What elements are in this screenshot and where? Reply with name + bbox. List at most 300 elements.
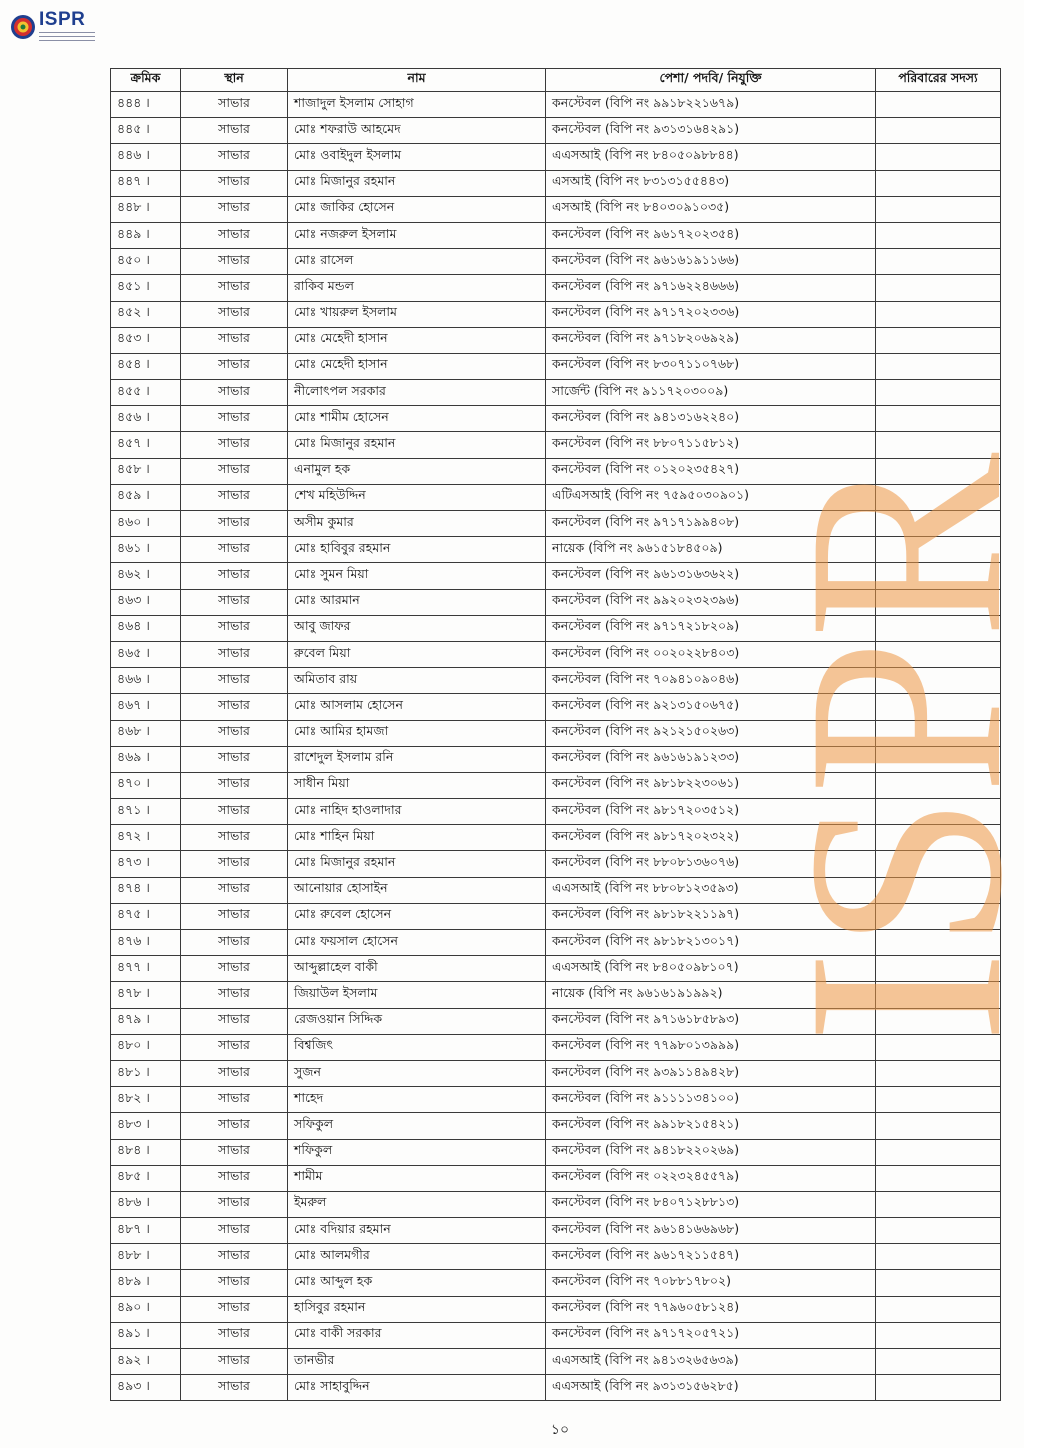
place-cell: সাভার bbox=[181, 380, 288, 406]
name-cell: মোঃ শাহিন মিয়া bbox=[288, 825, 546, 851]
family-cell bbox=[876, 956, 1001, 982]
place-cell: সাভার bbox=[181, 327, 288, 353]
name-cell: মোঃ শফরাউ আহমেদ bbox=[288, 118, 546, 144]
serial-cell: ৪৬৭ । bbox=[111, 694, 181, 720]
place-cell: সাভার bbox=[181, 825, 288, 851]
designation-cell: কনস্টেবল (বিপি নং ৯৭১৭১৯৯৪০৮) bbox=[546, 511, 876, 537]
place-cell: সাভার bbox=[181, 511, 288, 537]
family-cell bbox=[876, 432, 1001, 458]
designation-cell: কনস্টেবল (বিপি নং ৯৭১৬১৮৫৮৯৩) bbox=[546, 1008, 876, 1034]
table-row bbox=[111, 1191, 1001, 1217]
serial-cell: ৪৭১ । bbox=[111, 799, 181, 825]
designation-cell: এএসআই (বিপি নং ৮৪০৫০৯৮৮৪৪) bbox=[546, 144, 876, 170]
place-cell: সাভার bbox=[181, 851, 288, 877]
place-cell: সাভার bbox=[181, 301, 288, 327]
family-cell bbox=[876, 1349, 1001, 1375]
name-cell: মোঃ রাসেল bbox=[288, 249, 546, 275]
serial-cell: ৪৮০ । bbox=[111, 1034, 181, 1060]
designation-cell: কনস্টেবল (বিপি নং ০১২০২৩৫৪২৭) bbox=[546, 458, 876, 484]
serial-cell: ৪৮৭ । bbox=[111, 1218, 181, 1244]
family-cell bbox=[876, 1296, 1001, 1322]
place-cell: সাভার bbox=[181, 1060, 288, 1086]
serial-cell: ৪৪৯ । bbox=[111, 222, 181, 248]
name-cell: মোঃ মিজানুর রহমান bbox=[288, 432, 546, 458]
designation-cell: কনস্টেবল (বিপি নং ৯৪১৩১৬২২৪০) bbox=[546, 406, 876, 432]
place-cell: সাভার bbox=[181, 1375, 288, 1401]
serial-cell: ৪৯২ । bbox=[111, 1349, 181, 1375]
name-cell: হাসিবুর রহমান bbox=[288, 1296, 546, 1322]
serial-cell: ৪৫৫ । bbox=[111, 380, 181, 406]
table-row bbox=[111, 956, 1001, 982]
family-cell bbox=[876, 222, 1001, 248]
serial-cell: ৪৬২ । bbox=[111, 563, 181, 589]
name-cell: ইমরুল bbox=[288, 1191, 546, 1217]
designation-cell: এটিএসআই (বিপি নং ৭৫৯৫০৩০৯০১) bbox=[546, 484, 876, 510]
table-row bbox=[111, 1008, 1001, 1034]
place-cell: সাভার bbox=[181, 1322, 288, 1348]
place-cell: সাভার bbox=[181, 903, 288, 929]
designation-cell: কনস্টেবল (বিপি নং ৯৬১৬১৯১২৩৩) bbox=[546, 746, 876, 772]
serial-cell: ৪৪৭ । bbox=[111, 170, 181, 196]
serial-cell: ৪৯৩ । bbox=[111, 1375, 181, 1401]
place-cell: সাভার bbox=[181, 589, 288, 615]
designation-cell: কনস্টেবল (বিপি নং ৮৩০৭১১০৭৬৮) bbox=[546, 353, 876, 379]
serial-cell: ৪৬৬ । bbox=[111, 668, 181, 694]
family-cell bbox=[876, 1087, 1001, 1113]
serial-cell: ৪৮৪ । bbox=[111, 1139, 181, 1165]
serial-cell: ৪৬০ । bbox=[111, 511, 181, 537]
family-cell bbox=[876, 1060, 1001, 1086]
table-row bbox=[111, 327, 1001, 353]
name-cell: আনোয়ার হোসাইন bbox=[288, 877, 546, 903]
designation-cell: কনস্টেবল (বিপি নং ৯৬১৪১৬৬৯৬৮) bbox=[546, 1218, 876, 1244]
serial-cell: ৪৬৪ । bbox=[111, 615, 181, 641]
table-row bbox=[111, 380, 1001, 406]
designation-cell: কনস্টেবল (বিপি নং ৯৭১৭২১৮২০৯) bbox=[546, 615, 876, 641]
name-cell: মোঃ আমির হামজা bbox=[288, 720, 546, 746]
table-row bbox=[111, 694, 1001, 720]
family-cell bbox=[876, 537, 1001, 563]
serial-cell: ৪৫১ । bbox=[111, 275, 181, 301]
designation-cell: কনস্টেবল (বিপি নং ৯৮১৭২০৩৫১২) bbox=[546, 799, 876, 825]
place-cell: সাভার bbox=[181, 144, 288, 170]
table-row bbox=[111, 903, 1001, 929]
table-body bbox=[111, 92, 1001, 1401]
family-cell bbox=[876, 825, 1001, 851]
place-cell: সাভার bbox=[181, 222, 288, 248]
table-row bbox=[111, 563, 1001, 589]
table-row bbox=[111, 1349, 1001, 1375]
name-cell: নীলোৎপল সরকার bbox=[288, 380, 546, 406]
designation-cell: নায়েক (বিপি নং ৯৬১৬১৯১৯৯২) bbox=[546, 982, 876, 1008]
table-row bbox=[111, 1087, 1001, 1113]
serial-cell: ৪৮৩ । bbox=[111, 1113, 181, 1139]
table-row bbox=[111, 484, 1001, 510]
serial-cell: ৪৮৮ । bbox=[111, 1244, 181, 1270]
table-row bbox=[111, 196, 1001, 222]
table-row bbox=[111, 301, 1001, 327]
name-cell: অসীম কুমার bbox=[288, 511, 546, 537]
name-cell: শফিকুল bbox=[288, 1139, 546, 1165]
table-row bbox=[111, 641, 1001, 667]
serial-cell: ৪৭০ । bbox=[111, 772, 181, 798]
place-cell: সাভার bbox=[181, 484, 288, 510]
family-cell bbox=[876, 144, 1001, 170]
serial-cell: ৪৮৫ । bbox=[111, 1165, 181, 1191]
designation-cell: কনস্টেবল (বিপি নং ৭০৯৪১০৯০৪৬) bbox=[546, 668, 876, 694]
designation-cell: কনস্টেবল (বিপি নং ৮৮০৮১৩৬০৭৬) bbox=[546, 851, 876, 877]
designation-cell: কনস্টেবল (বিপি নং ৯৭১৭২০২৩৩৬) bbox=[546, 301, 876, 327]
name-cell: আব্দুল্লাহেল বাকী bbox=[288, 956, 546, 982]
family-cell bbox=[876, 380, 1001, 406]
family-cell bbox=[876, 1322, 1001, 1348]
name-cell: জিয়াউল ইসলাম bbox=[288, 982, 546, 1008]
serial-cell: ৪৭৫ । bbox=[111, 903, 181, 929]
designation-cell: কনস্টেবল (বিপি নং ৯৮১৭২০২৩২২) bbox=[546, 825, 876, 851]
serial-cell: ৪৫০ । bbox=[111, 249, 181, 275]
place-cell: সাভার bbox=[181, 458, 288, 484]
header-serial: ক্রমিক bbox=[111, 69, 181, 92]
family-cell bbox=[876, 92, 1001, 118]
place-cell: সাভার bbox=[181, 1113, 288, 1139]
table-row bbox=[111, 1244, 1001, 1270]
name-cell: মোঃ রুবেল হোসেন bbox=[288, 903, 546, 929]
table-row bbox=[111, 772, 1001, 798]
designation-cell: কনস্টেবল (বিপি নং ৯২১৩১৫০৬৭৫) bbox=[546, 694, 876, 720]
name-cell: বিশ্বজিৎ bbox=[288, 1034, 546, 1060]
designation-cell: এএসআই (বিপি নং ৮৮০৮১২৩৫৯৩) bbox=[546, 877, 876, 903]
serial-cell: ৪৫৭ । bbox=[111, 432, 181, 458]
name-cell: মোঃ নজরুল ইসলাম bbox=[288, 222, 546, 248]
place-cell: সাভার bbox=[181, 432, 288, 458]
ispr-watermark: ISPR bbox=[749, 452, 1060, 1044]
table-row bbox=[111, 720, 1001, 746]
designation-cell: কনস্টেবল (বিপি নং ০২২৩২৪৫৫৭৯) bbox=[546, 1165, 876, 1191]
serial-cell: ৪৬৮ । bbox=[111, 720, 181, 746]
place-cell: সাভার bbox=[181, 1296, 288, 1322]
family-cell bbox=[876, 327, 1001, 353]
table-row bbox=[111, 1113, 1001, 1139]
place-cell: সাভার bbox=[181, 1165, 288, 1191]
table-row bbox=[111, 982, 1001, 1008]
place-cell: সাভার bbox=[181, 1218, 288, 1244]
name-cell: আবু জাফর bbox=[288, 615, 546, 641]
page-number: ১০ bbox=[550, 1422, 570, 1438]
name-cell: মোঃ জাকির হোসেন bbox=[288, 196, 546, 222]
table-row bbox=[111, 1060, 1001, 1086]
designation-cell: নায়েক (বিপি নং ৯৬১৫১৮৪৫০৯) bbox=[546, 537, 876, 563]
designation-cell: কনস্টেবল (বিপি নং ৯৬১৭২০২৩৫৪) bbox=[546, 222, 876, 248]
header-place: স্থান bbox=[181, 69, 288, 92]
family-cell bbox=[876, 1218, 1001, 1244]
serial-cell: ৪৫৩ । bbox=[111, 327, 181, 353]
designation-cell: কনস্টেবল (বিপি নং ৭৭৯৮০১৩৯৯৯) bbox=[546, 1034, 876, 1060]
table-row bbox=[111, 930, 1001, 956]
designation-cell: কনস্টেবল (বিপি নং ৮৪০৭১২৮৮১৩) bbox=[546, 1191, 876, 1217]
designation-cell: কনস্টেবল (বিপি নং ৯৬১৩১৬৩৬২২) bbox=[546, 563, 876, 589]
place-cell: সাভার bbox=[181, 1349, 288, 1375]
name-cell: মোঃ শামীম হোসেন bbox=[288, 406, 546, 432]
name-cell: মোঃ ফয়সাল হোসেন bbox=[288, 930, 546, 956]
name-cell: মোঃ খায়রুল ইসলাম bbox=[288, 301, 546, 327]
place-cell: সাভার bbox=[181, 1139, 288, 1165]
designation-cell: কনস্টেবল (বিপি নং ৯৭১৮২০৬৯২৯) bbox=[546, 327, 876, 353]
name-cell: মোঃ বাকী সরকার bbox=[288, 1322, 546, 1348]
name-cell: সফিকুল bbox=[288, 1113, 546, 1139]
family-cell bbox=[876, 746, 1001, 772]
place-cell: সাভার bbox=[181, 1008, 288, 1034]
name-cell: মোঃ আলমগীর bbox=[288, 1244, 546, 1270]
serial-cell: ৪৮৬ । bbox=[111, 1191, 181, 1217]
place-cell: সাভার bbox=[181, 118, 288, 144]
serial-cell: ৪৭৪ । bbox=[111, 877, 181, 903]
designation-cell: সার্জেন্ট (বিপি নং ৯১১৭২০৩০০৯) bbox=[546, 380, 876, 406]
family-cell bbox=[876, 877, 1001, 903]
place-cell: সাভার bbox=[181, 406, 288, 432]
place-cell: সাভার bbox=[181, 92, 288, 118]
place-cell: সাভার bbox=[181, 1034, 288, 1060]
table-row bbox=[111, 1034, 1001, 1060]
place-cell: সাভার bbox=[181, 982, 288, 1008]
designation-cell: কনস্টেবল (বিপি নং ৯৮১৮২২১১৯৭) bbox=[546, 903, 876, 929]
family-cell bbox=[876, 301, 1001, 327]
family-cell bbox=[876, 406, 1001, 432]
designation-cell: কনস্টেবল (বিপি নং ৯৪১৮২২০২৬৯) bbox=[546, 1139, 876, 1165]
designation-cell: কনস্টেবল (বিপি নং ৭৭৯৬০৫৮১২৪) bbox=[546, 1296, 876, 1322]
table-row bbox=[111, 1165, 1001, 1191]
family-cell bbox=[876, 720, 1001, 746]
place-cell: সাভার bbox=[181, 1244, 288, 1270]
family-cell bbox=[876, 1375, 1001, 1401]
family-cell bbox=[876, 982, 1001, 1008]
name-cell: মোঃ মেহেদী হাসান bbox=[288, 327, 546, 353]
place-cell: সাভার bbox=[181, 668, 288, 694]
designation-cell: কনস্টেবল (বিপি নং ৯৯১৮২২১৬৭৯) bbox=[546, 92, 876, 118]
table-row bbox=[111, 222, 1001, 248]
name-cell: তানভীর bbox=[288, 1349, 546, 1375]
serial-cell: ৪৮২ । bbox=[111, 1087, 181, 1113]
designation-cell: এএসআই (বিপি নং ৯৩১৩১৫৬২৮৫) bbox=[546, 1375, 876, 1401]
header-family: পরিবারের সদস্য bbox=[876, 69, 1001, 92]
family-cell bbox=[876, 851, 1001, 877]
place-cell: সাভার bbox=[181, 877, 288, 903]
table-row bbox=[111, 275, 1001, 301]
serial-cell: ৪৭৬ । bbox=[111, 930, 181, 956]
serial-cell: ৪৬৩ । bbox=[111, 589, 181, 615]
place-cell: সাভার bbox=[181, 772, 288, 798]
family-cell bbox=[876, 563, 1001, 589]
family-cell bbox=[876, 511, 1001, 537]
serial-cell: ৪৫৬ । bbox=[111, 406, 181, 432]
place-cell: সাভার bbox=[181, 694, 288, 720]
family-cell bbox=[876, 484, 1001, 510]
designation-cell: কনস্টেবল (বিপি নং ৯৯২০২৩২৩৯৬) bbox=[546, 589, 876, 615]
name-cell: মোঃ হাবিবুর রহমান bbox=[288, 537, 546, 563]
family-cell bbox=[876, 1191, 1001, 1217]
place-cell: সাভার bbox=[181, 615, 288, 641]
name-cell: মোঃ সুমন মিয়া bbox=[288, 563, 546, 589]
table-row bbox=[111, 799, 1001, 825]
family-cell bbox=[876, 1034, 1001, 1060]
serial-cell: ৪৭৭ । bbox=[111, 956, 181, 982]
serial-cell: ৪৬৯ । bbox=[111, 746, 181, 772]
designation-cell: এসআই (বিপি নং ৮৩১৩১৫৫৪৪৩) bbox=[546, 170, 876, 196]
family-cell bbox=[876, 615, 1001, 641]
serial-cell: ৪৮৯ । bbox=[111, 1270, 181, 1296]
table-row bbox=[111, 1375, 1001, 1401]
place-cell: সাভার bbox=[181, 563, 288, 589]
table-row bbox=[111, 537, 1001, 563]
table-row bbox=[111, 1296, 1001, 1322]
name-cell: শাহেদ bbox=[288, 1087, 546, 1113]
table-row bbox=[111, 1322, 1001, 1348]
family-cell bbox=[876, 1113, 1001, 1139]
name-cell: মোঃ ওবাইদুল ইসলাম bbox=[288, 144, 546, 170]
serial-cell: ৪৫৯ । bbox=[111, 484, 181, 510]
logo-text: ISPR bbox=[39, 9, 86, 30]
family-cell bbox=[876, 1270, 1001, 1296]
designation-cell: কনস্টেবল (বিপি নং ৯৯১৮২১৫৪২১) bbox=[546, 1113, 876, 1139]
family-cell bbox=[876, 458, 1001, 484]
place-cell: সাভার bbox=[181, 720, 288, 746]
designation-cell: কনস্টেবল (বিপি নং ০০২০২২৮৪০৩) bbox=[546, 641, 876, 667]
family-cell bbox=[876, 930, 1001, 956]
serial-cell: ৪৮১ । bbox=[111, 1060, 181, 1086]
serial-cell: ৪৫৮ । bbox=[111, 458, 181, 484]
place-cell: সাভার bbox=[181, 799, 288, 825]
table-row bbox=[111, 1139, 1001, 1165]
ispr-logo bbox=[8, 8, 100, 48]
name-cell: রেজওয়ান সিদ্দিক bbox=[288, 1008, 546, 1034]
place-cell: সাভার bbox=[181, 537, 288, 563]
name-cell: রুবেল মিয়া bbox=[288, 641, 546, 667]
name-cell: মোঃ মিজানুর রহমান bbox=[288, 170, 546, 196]
name-cell: মোঃ আব্দুল হক bbox=[288, 1270, 546, 1296]
family-cell bbox=[876, 353, 1001, 379]
name-cell: সুজন bbox=[288, 1060, 546, 1086]
name-cell: মোঃ সাহাবুদ্দিন bbox=[288, 1375, 546, 1401]
place-cell: সাভার bbox=[181, 930, 288, 956]
designation-cell: কনস্টেবল (বিপি নং ৮৮০৭১১৫৮১২) bbox=[546, 432, 876, 458]
place-cell: সাভার bbox=[181, 746, 288, 772]
designation-cell: কনস্টেবল (বিপি নং ৯১১১১৩৪১০০) bbox=[546, 1087, 876, 1113]
table-row bbox=[111, 432, 1001, 458]
name-cell: শাজাদুল ইসলাম সোহাগ bbox=[288, 92, 546, 118]
family-cell bbox=[876, 641, 1001, 667]
designation-cell: কনস্টেবল (বিপি নং ৯৬১৬১৯১১৬৬) bbox=[546, 249, 876, 275]
serial-cell: ৪৯১ । bbox=[111, 1322, 181, 1348]
designation-cell: কনস্টেবল (বিপি নং ৯৭১৭২০৫৭২১) bbox=[546, 1322, 876, 1348]
table-row bbox=[111, 92, 1001, 118]
table-row bbox=[111, 144, 1001, 170]
serial-cell: ৪৪৮ । bbox=[111, 196, 181, 222]
place-cell: সাভার bbox=[181, 170, 288, 196]
designation-cell: কনস্টেবল (বিপি নং ৯২১২১৫০২৬৩) bbox=[546, 720, 876, 746]
table-row bbox=[111, 668, 1001, 694]
table-header-row bbox=[111, 69, 1001, 92]
serial-cell: ৪৫৪ । bbox=[111, 353, 181, 379]
serial-cell: ৪৪৪ । bbox=[111, 92, 181, 118]
name-cell: শেখ মহিউদ্দিন bbox=[288, 484, 546, 510]
family-cell bbox=[876, 694, 1001, 720]
family-cell bbox=[876, 118, 1001, 144]
place-cell: সাভার bbox=[181, 641, 288, 667]
table-row bbox=[111, 615, 1001, 641]
serial-cell: ৪৭২ । bbox=[111, 825, 181, 851]
family-cell bbox=[876, 249, 1001, 275]
family-cell bbox=[876, 903, 1001, 929]
place-cell: সাভার bbox=[181, 249, 288, 275]
table-row bbox=[111, 406, 1001, 432]
family-cell bbox=[876, 275, 1001, 301]
serial-cell: ৪৪৫ । bbox=[111, 118, 181, 144]
family-cell bbox=[876, 1165, 1001, 1191]
name-cell: রাশেদুল ইসলাম রনি bbox=[288, 746, 546, 772]
place-cell: সাভার bbox=[181, 956, 288, 982]
name-cell: মোঃ নাহিদ হাওলাদার bbox=[288, 799, 546, 825]
place-cell: সাভার bbox=[181, 1191, 288, 1217]
table-row bbox=[111, 249, 1001, 275]
name-cell: মোঃ মিজানুর রহমান bbox=[288, 851, 546, 877]
header-designation: পেশা/ পদবি/ নিযুক্তি bbox=[546, 69, 876, 92]
family-cell bbox=[876, 799, 1001, 825]
serial-cell: ৪৪৬ । bbox=[111, 144, 181, 170]
table-row bbox=[111, 353, 1001, 379]
designation-cell: কনস্টেবল (বিপি নং ৯৮১৮২২৩০৬১) bbox=[546, 772, 876, 798]
designation-cell: কনস্টেবল (বিপি নং ৭০৮৮১৭৮০২) bbox=[546, 1270, 876, 1296]
serial-cell: ৪৯০ । bbox=[111, 1296, 181, 1322]
family-cell bbox=[876, 1244, 1001, 1270]
place-cell: সাভার bbox=[181, 196, 288, 222]
family-cell bbox=[876, 1139, 1001, 1165]
table-row bbox=[111, 511, 1001, 537]
designation-cell: কনস্টেবল (বিপি নং ৯৩১৩১৬৪২৯১) bbox=[546, 118, 876, 144]
logo-subtitle-lines bbox=[39, 32, 95, 44]
serial-cell: ৪৭৮ । bbox=[111, 982, 181, 1008]
family-cell bbox=[876, 668, 1001, 694]
table-row bbox=[111, 851, 1001, 877]
name-cell: মোঃ আরমান bbox=[288, 589, 546, 615]
personnel-table bbox=[110, 68, 1001, 1401]
serial-cell: ৪৭৩ । bbox=[111, 851, 181, 877]
name-cell: মোঃ আসলাম হোসেন bbox=[288, 694, 546, 720]
family-cell bbox=[876, 196, 1001, 222]
name-cell: অমিতাব রায় bbox=[288, 668, 546, 694]
name-cell: সাধীন মিয়া bbox=[288, 772, 546, 798]
name-cell: এনামুল হক bbox=[288, 458, 546, 484]
family-cell bbox=[876, 589, 1001, 615]
designation-cell: কনস্টেবল (বিপি নং ৯৬১৭২১১৫৪৭) bbox=[546, 1244, 876, 1270]
name-cell: মোঃ মেহেদী হাসান bbox=[288, 353, 546, 379]
table-row bbox=[111, 118, 1001, 144]
serial-cell: ৪৭৯ । bbox=[111, 1008, 181, 1034]
table-row bbox=[111, 458, 1001, 484]
name-cell: রাকিব মন্ডল bbox=[288, 275, 546, 301]
header-name: নাম bbox=[288, 69, 546, 92]
place-cell: সাভার bbox=[181, 275, 288, 301]
table-row bbox=[111, 1218, 1001, 1244]
family-cell bbox=[876, 1008, 1001, 1034]
serial-cell: ৪৫২ । bbox=[111, 301, 181, 327]
table-row bbox=[111, 170, 1001, 196]
table-row bbox=[111, 1270, 1001, 1296]
designation-cell: এএসআই (বিপি নং ৯৪১৩২৬৫৬৩৯) bbox=[546, 1349, 876, 1375]
serial-cell: ৪৬৫ । bbox=[111, 641, 181, 667]
family-cell bbox=[876, 772, 1001, 798]
table-row bbox=[111, 877, 1001, 903]
place-cell: সাভার bbox=[181, 1087, 288, 1113]
designation-cell: কনস্টেবল (বিপি নং ৯৮১৮২১৩০১৭) bbox=[546, 930, 876, 956]
